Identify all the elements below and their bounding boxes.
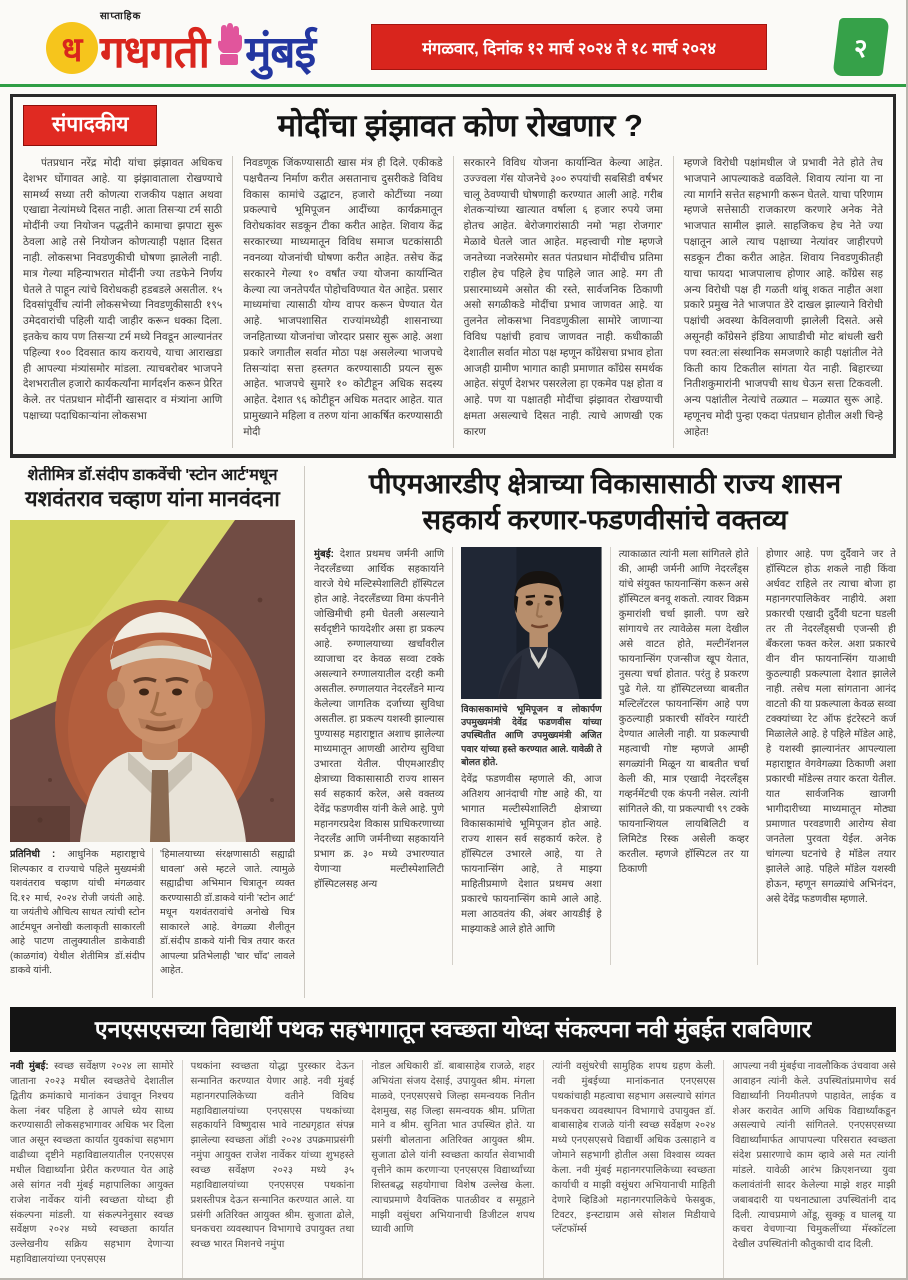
page-number: २ (854, 33, 868, 63)
pmrda-column-4: होणार आहे. पण दुर्दैवाने जर ते हॉस्पिटल होऊ शकले नाही किंवा अर्धवट राहिले तर त्याचा बोजा हा महानगरपालिकेवर नाहीये. अशा प्रकारची एखादी दुर्दैवी घटना घडली तर ती नेदरलँड्सची एजन्सी ही बँकरला फक्त करेल. अशा प्रकारचे वीन वीन फायनान्सिंग याआधी कुठल्याही प्रकल्पाला देशात झालेले नाही. तसेच मला सांगताना आनंद वाटतो की या प्रकल्पाला केवळ सव्वा टक्क्यांच्या रेट ऑफ इंटरेस्टने कर्ज मिळालेले आहे. हे पहिले मॉडेल आहे, हे यशस्वी झाल्यानंतर आपल्याला महाराष्ट्रात वेगवेगळ्या ठिकाणी अशा प्रकारची मॉडेल्स तयार करता येतील. यात सार्वजनिक खाजगी भागीदारीच्या माध्यमातून मोठ्या प्रमाणात परवडणारी आरोग्य सेवा जनतेला पुरवता येईल. अनेक चांगल्या घटनांचे हे मॉडेल तयार झालेले आहे. पहिले मॉडेल यशस्वी होऊन, म्हणून सगळ्यांचे अभिनंदन, असे देवेंद्र फडणवीस म्हणाले. (757, 547, 896, 965)
nss-column-3: नोडल अधिकारी डॉ. बाबासाहेब राजळे, शहर अभियंता संजय देसाई, उपायुक्त श्रीम. मंगला माळवे, एनएसएसचे जिल्हा समन्वयक नितीन देशमुख, सह जिल्हा समन्वयक श्रीम. प्रणिता माने व श्रीम. सुनिता भात उपस्थित होते. या प्रसंगी बोलताना अतिरिक्त आयुक्त श्रीम. सुजाता ढोले यांनी स्वच्छता कार्यात सेवाभावी वृत्तीने काम करणाऱ्या एनएसएस विद्यार्थ्यांच्या शिस्तबद्ध सहयोगाचा विशेष उल्लेख केला. त्याचप्रमाणे वैयक्तिक पातळीवर व समूहाने माझी वसुंधरा अभियानाची डिजीटल शपथ घ्यावी आणि (362, 1060, 535, 1278)
pmrda-article (305, 466, 896, 998)
masthead-logo (46, 10, 316, 77)
nss-column-4: त्यांनी वसुंधरेची सामुहिक शपथ ग्रहण केली. नवी मुंबईच्या मानांकनात एनएसएस पथकांचाही महत्वाचा सहभाग असल्याचे सांगत घनकचरा व्यवस्थापन विभागाचे उपायुक्त डॉ. बाबासाहेब राजळे यांनी स्वच्छ सर्वेक्षण २०२४ मध्ये एनएसएसचे विद्यार्थी अधिक उत्साहाने व जोमाने सहभागी होतील असा विश्वास व्यक्त केला. नवी मुंबई महानगरपालिकेच्या स्वच्छता कार्याची व माझी वसुंधरा अभियानाची माहिती देणारे व्हिडिओ महानगरपालिकेचे फेसबुक, टिवटर, इन्स्टाग्राम असे सोशल मिडीयाचे प्लॅटफॉर्म्स (543, 1060, 716, 1278)
pmrda-column-1: मुंबई: देशात प्रथमच जर्मनी आणि नेदरलँडच्या आर्थिक सहकार्याने वारजे येथे मल्टिस्पेशालिटी हॉस्पिटल होत आहे. नेदरलँडच्या विमा कंपनीने जोखिमीची हमी घेतली असल्याने सर्वदृष्टीने फायदेशीर असा हा प्रकल्प आहे. रुग्णालयाच्या खर्चांवरील व्याजाचा दर केवळ सव्वा टक्के असल्याने रुग्णालयातील दरही कमी असतील. रुग्णालयात नेदरलँडने मान्य केलेल्या जागतिक दर्जाच्या सुविधा असतील. हा प्रकल्प यशस्वी झाल्यास पुण्यासह महाराष्ट्रात अशाच झालेल्या माध्यमातून आणखी आरोग्य सुविधा उभारता येतील. पीएमआरडीए क्षेत्राच्या विकासासाठी राज्य शासन सर्व सहकार्य करेल, असे वक्तव्य देवेंद्र फडणवीस यांनी केले आहे. पुणे महानगरप्रदेश विकास प्राधिकरणाच्या नेदरलँड आणि जर्मनीच्या सहकार्याने प्रभाग क्र. ३० मध्ये उभारण्यात येणाऱ्या मल्टीस्पेशालिटी हॉस्पिटलसह अन्य (314, 548, 445, 890)
masthead-title-city: मुंबई (245, 27, 316, 77)
editorial-column-4: म्हणजे विरोधी पक्षांमधील जे प्रभावी नेते होते तेच भाजपाने आपल्याकडे वळविले. शिवाय त्यांना या ना त्या मार्गाने सत्तेत सहभागी करून घेतले. याचा परिणाम म्हणजे सत्तेसाठी राजकारण करणारे अनेक नेते भाजपात सामील झाले. साहजिकच हेच नेते ज्या पक्षातून आले त्याच पक्षाच्या नेत्यांवर जाहीरपणे सडकून टीका करीत आहेत. शिवाय निवडणुकीतही याचा फायदा भाजपालाच होणार आहे. काँग्रेस सह अन्य विरोधी पक्ष ही गळती थांबू शकत नाहीत अशा प्रकारे प्रमुख नेते भाजपात डेरे दाखल झाल्याने विरोधी पक्षांची अवस्था केविलवाणी झालेली दिसते. असे असूनही काँग्रेसने इंडिया आघाडीची मोट बांधली खरी पण स्वत:ला संस्थानिक समजणारे काही पक्षांतील नेते किती काय टिकतील सांगता येत नाही. बिहारच्या नितीशकुमारांनी भाजपची साथ घेऊन सत्ता टिकवली. अन्य पक्षांतील नेत्यांचे तळ्यात – मळ्यात सुरू आहे. म्हणूनच मोदी पुन्हा एकदा पंतप्रधान होतील अशी चिन्हे आहेत! (673, 156, 883, 448)
nss-headline: एनएसएसच्या विद्यार्थी पथक सहभागातून स्वच्छता योध्दा संकल्पना नवी मुंबईत राबविणार (10, 1007, 896, 1052)
date-bar: मंगळवार, दिनांक १२ मार्च २०२४ ते १८ मार्च २०२४ (371, 24, 767, 70)
stone-art-byline: प्रतिनिधी : (10, 848, 56, 860)
editorial-body (23, 156, 883, 448)
masthead (0, 0, 906, 80)
editorial-column-1: पंतप्रधान नरेंद्र मोदी यांचा झंझावत अधिकच देशभर घोंगावत आहे. या झंझावाताला रोखण्याचे सामर्थ्य सध्या तरी कोणत्या राजकीय पक्षात अथवा एखाद्या नेत्यांमध्ये दिसत नाही. आता तिसऱ्या टर्म साठी मोदींनी ज्या नियोजन पद्धतीने कामाचा झपाटा सुरू ठेवला आहे तसे नियोजन कोणत्याही पक्षात दिसत नाही. लोकसभा निवडणुकीची घोषणा झालेली नाही. मात्र गेल्या महिन्याभरात मोदींनी ज्या तडफेने निर्णय घेतले ते पाहून त्यांचे विरोधकही हडबडले असतील. १५ दिवसांपूर्वीच त्यांनी लोकसभेच्या निवडणुकीसाठी १९५ उमेदवारांची पहिली यादी जाहीर करून धक्का दिला. इतकेच काय पण तिसऱ्या टर्म मध्ये निवडून आल्यानंतर पहिल्या १०० दिवसात काय करायचे, याचा आराखडा ही आपल्या मंत्र्यांसमोर मांडला. त्याचबरोबर भाजपने देशभरातील हजारो कार्यकर्त्यांना मार्गदर्शन करून प्रेरित केले. तर पंतप्रधान मोदींनी खासदार व मंत्र्यांना आणि पक्षाच्या पदाधिकाऱ्यांना लोकसभा (23, 158, 223, 422)
nss-column-1: नवी मुंबई: स्वच्छ सर्वेक्षण २०२४ ला सामोरे जाताना २०२३ मधील स्वच्छतेचे देशातील द्वितीय क्रमांकाचे मानांकन उंचावून निश्चय केला नंबर पहिला हे आपले ध्येय साध्य करण्यासाठी लोकसहभागावर अधिक भर दिला जात असून स्वच्छता कार्यात युवकांचा सहभाग वाढीच्या दृष्टीने महाविद्यालयातील एनएसएस मधील विद्यार्थ्यांना प्रेरीत करण्यात येत आहे असे सांगत नवी मुंबई महापालिका आयुक्त राजेश नार्वेकर यांनी स्वच्छता योध्दा ही संकल्पना मांडली. या संकल्पनेनुसार स्वच्छ सर्वेक्षण २०२४ मध्ये स्वच्छता कार्यात उल्लेखनीय सक्रिय सहभाग देणाऱ्या महाविद्यालयांच्या एनएसएस (10, 1061, 174, 1266)
fist-icon (213, 21, 243, 72)
editorial-section (10, 94, 896, 458)
pmrda-dateline: मुंबई: (314, 548, 334, 560)
yashwantrao-chavan-stone-art-image (10, 520, 295, 842)
stone-art-kicker: शेतीमित्र डॉ.संदीप डाकवेंची 'स्टोन आर्ट'मधून (27, 467, 278, 484)
nss-column-5: आपल्या नवी मुंबईचा नावलौकिक उंचवावा असे आवाहन त्यांनी केले. उपस्थितांप्रमाणेच सर्व विद्यार्थ्यांनी नियमीतपणे पाहावेत, लाईक व शेअर करावेत आणि अधिक विद्यार्थ्यांकडून असल्याचे त्यांनी सांगितले. एनएसएसच्या विद्यार्थ्यांमार्फत आपापल्या परिसरात स्वच्छता संदेश प्रसारणाचे काम व्हावे असे मत त्यांनी मांडले. यावेळी आरंभ क्रिएशनच्या युवा कलावंतांनी सादर केलेल्या माझे शहर माझी जबाबदारी या पथनाट्याला उपस्थितांनी दाद दिली. त्याचप्रमाणे ओंडू, सुक्कू व घालबू या कचरा वेचणाऱ्या चिमुकलींच्या मॅस्कॉटला देखील उपस्थितांनी कौतुकाची दाद दिली. (723, 1060, 896, 1278)
editorial-header (23, 104, 883, 146)
pmrda-column-3: त्याकाळात त्यांनी मला सांगितले होते की, आम्ही जर्मनी आणि नेदरलँड्स यांचे संयुक्त फायनान्सिंग करून असे हॉस्पिटल बनवू शकतो. त्यावर विक्रम कुमारांशी चर्चा झाली. पण खरे सांगायचे तर त्यावेळेस मला देखील असे वाटत होते, मल्टीनॅशनल फायनान्सिंग एजन्सीज खूप येतात, नुसत्या चर्चा होतात. परंतु हे प्रकरण पुढे गेले. या हॉस्पिटलच्या बाबतीत मल्टिलॅटरल फायनान्सिंग आहे पण कुठल्याही प्रकारची सॉवरेन ग्यारंटी देण्यात आलेली नाही. या प्रकल्पाची महत्वाची गोष्ट म्हणजे आम्ही सगळ्यांनी मिळून या बाबतीत चर्चा केली की, मात्र एखादी नेदरलँड्स गव्हर्नमेंटची एक कंपनी नसेल. त्यांनी सांगितले की, या प्रकल्पाची ९९ टक्के फायनान्शियल लायबिलिटी व लिमिटेड रिस्क असेली कव्हर करतील. म्हणजे हॉस्पिटल तर या ठिकाणी (610, 547, 749, 965)
masthead-title-main: गधगती (100, 27, 210, 77)
page-number-badge (836, 18, 886, 76)
stone-art-column-2: 'हिमालयाच्या संरक्षणासाठी सह्याद्री धावला' असे म्हटले जाते. त्यामुळे सह्याद्रीचा अभिमान चित्रातून व्यक्त करण्यासाठी डॉ.डाकवे यांनी 'स्टोन आर्ट' मधून यशवंतरावांचे अनोखे चित्र साकारले आहे. वेगळ्या शैलीतून डॉ.संदीप डाकवे यांनी चित्र तयार करत आपल्या प्रतिभेलाही 'चार चाँद' लावले आहेत. (152, 848, 295, 998)
stone-art-column-1: प्रतिनिधी : आधुनिक महाराष्ट्राचे शिल्पकार व राज्याचे पहिले मुख्यमंत्री यशवंतराव चव्हाण यांची मंगळवार दि.१२ मार्च, २०२४ रोजी जयंती आहे. या जयंतीचे औचित्य साधत त्यांची स्टोन आर्टमधून अनोखी कलाकृती साकारली आहे पाटण तालुक्यातील डाकेवाडी (काळगांव) येथील शेतीमित्र डॉ.संदीप डाकवे यांनी. (10, 848, 145, 977)
editorial-column-2: निवडणूक जिंकण्यासाठी खास मंत्र ही दिले. एकीकडे पक्षचैतन्य निर्माण करीत असतानाच दुसरीकडे विविध विकास कामांचे उद्घाटन, हजारो कोटींच्या नव्या प्रकल्पाचे भूमिपूजन आदींच्या कार्यक्रमातून विरोधकांवर सडकून टीका करीत आहेत. शिवाय केंद्र सरकारच्या माध्यमातून विविध समाज घटकांसाठी नवनव्या योजनांची घोषणा करीत आहेत. तसेच केंद्र सरकारने गेल्या १० वर्षांत ज्या योजना कार्यान्वित केल्या त्या जनतेपर्यंत पोहोचविण्यात येत आहेत. प्रसार माध्यमांचा त्यासाठी योग्य वापर करून घेण्यात येत आहे. भाजपशासित राज्यांमध्येही शासनाच्या जनहिताच्या योजनांचा जोरदार प्रसार सुरू आहे. अशा प्रकारे जगातील सर्वात मोठा पक्ष असलेल्या भाजपचे तिसऱ्यांदा सत्ता हस्तगत करण्यासाठी प्रयत्न सुरू आहेत. भाजपचे सुमारे १० कोटीहून अधिक सदस्य आहेत. देशात ९६ कोटीहून अधिक मतदार आहेत. यात प्रामुख्याने महिला व तरुण यांना आकर्षित करण्यासाठी मोदी (232, 156, 442, 448)
nss-article (10, 1007, 896, 1278)
pmrda-headline: पीएमआरडीए क्षेत्राच्या विकासासाठी राज्य शासन सहकार्य करणार-फडणवीसांचे वक्तव्य (368, 468, 842, 536)
pmrda-photo-caption: विकासकामांचे भूमिपूजन व लोकार्पण उपमुख्यमंत्री देवेंद्र फडणवीस यांच्या उपस्थितीत आणि उपमुख्यमंत्री अजित पवार यांच्या हस्ते करण्यात आले. यावेळी ते बोलत होते. (461, 703, 602, 767)
masthead-dha-circle: ध (46, 22, 98, 74)
pmrda-column-2 (452, 547, 602, 965)
nss-body (10, 1060, 896, 1278)
header-divider (0, 84, 906, 87)
stone-art-body (10, 848, 295, 998)
masthead-tagline: साप्ताहिक (100, 10, 142, 22)
middle-section (10, 466, 896, 998)
pmrda-body (314, 547, 896, 965)
nss-dateline: नवी मुंबई: (10, 1061, 49, 1072)
editorial-column-3: सरकारने विविध योजना कार्यान्वित केल्या आहेत. उज्ज्वला गॅस योजनेचे ३०० रुपयांची सबसिडी वर्षभर चालू ठेवण्याची घोषणाही करण्यात आली आहे. गरीब शेतकऱ्यांच्या खात्यात वर्षाला ६ हजार रुपये जमा होतच आहेत. बेरोजगारांसाठी नमो 'महा रोजगार' मेळावे घेतले जात आहेत. महत्त्वाची गोष्ट म्हणजे जनतेच्या नजरेसमोर सतत पंतप्रधान मोदींचीच प्रतिमा राहील हेच पहिले हेच पाहिले जात आहे. मग ती प्रसारमाध्यमे असोत की रस्ते, सार्वजनिक ठिकाणी असो सगळीकडे मोदींचा प्रभाव जाणवत आहे. या तुलनेत लोकसभा निवडणुकीला सामोरे जाणाऱ्या विविध पक्षांची हवाच जाणवत नाही. कधीकाळी देशातील सर्वात मोठा पक्ष म्हणून काँग्रेसचा प्रभाव होता आजही ग्रामीण भागात काही प्रमाणात काँग्रेस समर्थक आहेत. संपूर्ण देशभर पसरलेला हा एकमेव पक्ष होता व आहे. पण या पक्षातही मोदींचा झंझावत रोखण्याची क्षमता असल्याचे दिसत नाही. त्याचे आणखी एक कारण (453, 156, 663, 448)
stone-art-headline: यशवंतराव चव्हाण यांना मानवंदना (25, 487, 280, 512)
pmrda-column-2-text: देवेंद्र फडणवीस म्हणाले की, आज अतिशय आनंदाची गोष्ट आहे की, या भागात मल्टीस्पेशालिटी क्षेत्राच्या विकासकामांचे भूमिपूजन होत आहे. राज्य शासन सर्व सहकार्य करेल. हे हॉस्पिटल उभारले आहे, या ते फायनान्सिंग आहे, ते माझ्या माहितीप्रमाणे देशात प्रथमच अशा प्रकारचे फायनान्सिंग कामे आले आहे. मला आठवतंय की, अंबर आयडीई हे माझ्याकडे आले होते आणि (461, 774, 602, 936)
nss-column-2: पथकांना स्वच्छता योद्धा पुरस्कार देऊन सन्मानित करण्यात येणार आहे. नवी मुंबई महानगरपालिकेच्या वतीने विविध महाविद्यालयांच्या एनएसएस पथकांच्या सहकार्याने विष्णुदास भावे नाट्यगृहात संपन्न झालेल्या स्वच्छता ऑडी २०२४ उपक्रमाप्रसंगी नमुंपा आयुक्त राजेश नार्वेकर यांच्या शुभहस्ते स्वच्छ सर्वेक्षण २०२३ मध्ये ३५ महाविद्यालयांच्या एनएसएस पथकांना प्रशस्तीपत्र देऊन सन्मानित करण्यात आले. या प्रसंगी अतिरिक्त आयुक्त श्रीम. सुजाता ढोले, घनकचरा व्यवस्थापन विभागाचे उपायुक्त तथा स्वच्छ भारत मिशनचे नमुंपा (182, 1060, 355, 1278)
editorial-label: संपादकीय (23, 105, 157, 146)
stone-art-article (10, 466, 305, 998)
devendra-fadnavis-photo (461, 547, 602, 699)
editorial-headline: मोदींचा झंझावत कोण रोखणार ? (277, 108, 643, 143)
